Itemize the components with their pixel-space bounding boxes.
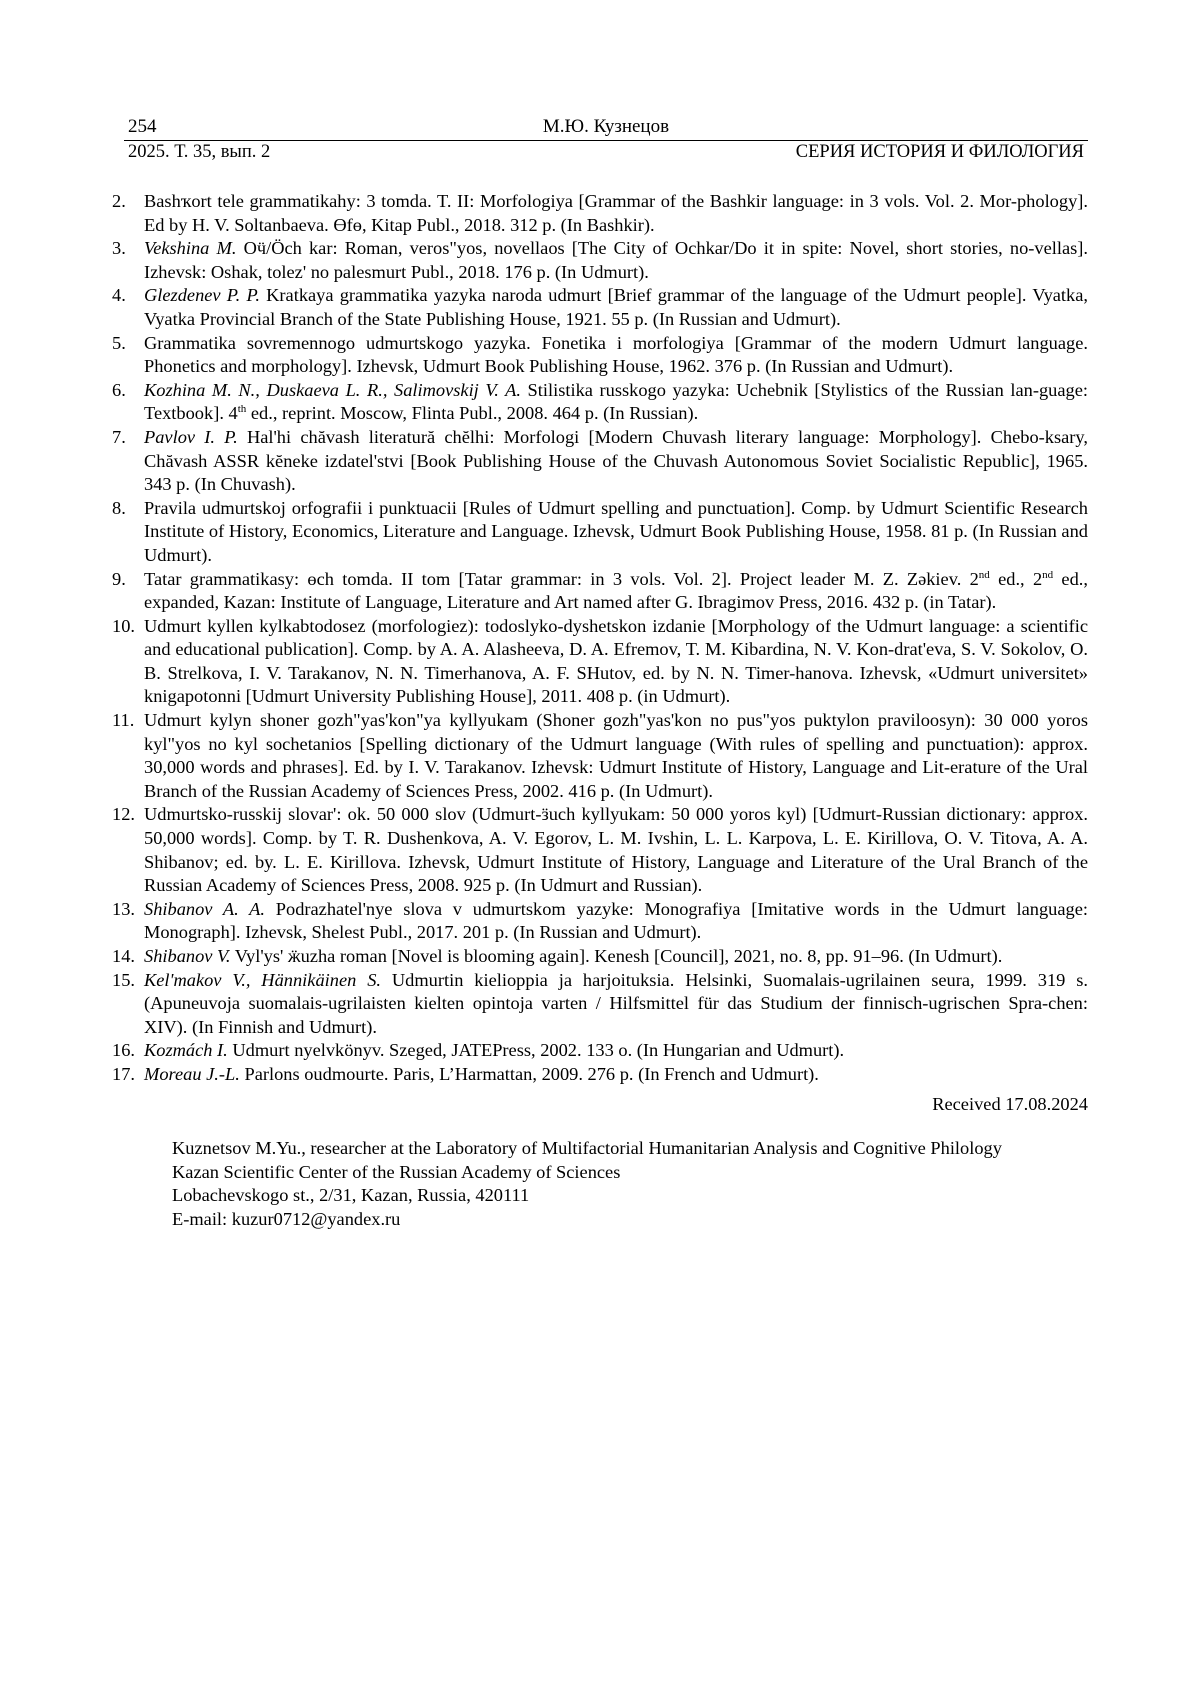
reference-number: 7.: [112, 426, 126, 447]
reference-number: 16.: [112, 1040, 135, 1061]
reference-item: [112, 379, 1088, 426]
reference-text: Tatar grammatikasy: өch tomda. II tom [Tatar grammar: in 3 vols. Vol. 2]. Project leader M. Z. Zәkiev. 2: [144, 568, 979, 589]
header-bottom-row: [124, 141, 1088, 165]
affiliation-email: E-mail: kuzur0712@yandex.ru: [172, 1208, 401, 1229]
header-top-row: [124, 116, 1088, 141]
reference-text: Udmurtin kielioppia ja harjoituksia. Helsinki, Suomalais-ugrilainen seura, 1999. 319 s. (Apuneuvoja suomalais-ugrilaisten kielten opintoja varten / Hilfsmittel für das Studium der finnisch-ugrischen Spra-chen: XIV). (In Finnish and Udmurt).: [144, 969, 1088, 1037]
reference-item: [112, 284, 1088, 331]
reference-item: [112, 426, 1088, 497]
reference-text: Udmurt kylyn shoner gozh"yas'kon"ya kyllyukam (Shoner gozh"yas'kon no pus"yos puktylon praviloosyn): 30 000 yoros kyl"yos no kyl sochetanios [Spelling dictionary of the Udmurt language (With rules of spelling and punctuation): approx. 30,000 words and phrases]. Ed. by I. V. Tarakanov. Izhevsk: Udmurt Institute of History, Language and Lit-erature of the Ural Branch of the Russian Academy of Sciences Press, 2002. 416 p. (In Udmurt).: [144, 710, 1088, 801]
running-author: М.Ю. Кузнецов: [542, 116, 670, 137]
received-date: Received 17.08.2024: [932, 1094, 1088, 1114]
affiliation-name: Kuznetsov M.Yu., researcher at the Laboratory of Multifactorial Humanitarian Analysis and Cognitive Philology: [172, 1138, 1002, 1158]
reference-number: 6.: [112, 379, 126, 400]
reference-author: Moreau J.-L.: [144, 1063, 240, 1084]
superscript: th: [237, 403, 247, 416]
reference-text: Bashҡort tele grammatikahy: 3 tomda. T. II: Morfologiya [Grammar of the Bashkir language: in 3 vols. Vol. 2. Mor-phology]. Ed by H. V. Soltanbaeva. Өfө, Kitap Publ., 2018. 312 p. (In Bashkir).: [144, 191, 1088, 235]
reference-author: Shibanov V.: [144, 946, 231, 966]
reference-author: Kozhina M. N., Duskaeva L. R., Salimovskij V. A.: [144, 379, 521, 400]
reference-text-after: ed., expanded, Kazan: Institute of Language, Literature and Art named after G. Ibragimov Press, 2016. 432 p. (in Tatar).: [144, 568, 1088, 613]
reference-number: 12.: [112, 804, 135, 825]
reference-text: Udmurt nyelvkönyv. Szeged, JATEPress, 2002. 133 o. (In Hungarian and Udmurt).: [232, 1040, 845, 1061]
reference-text: Vyl'ys' ӝuzha roman [Novel is blooming again]. Kenesh [Council], 2021, no. 8, pp. 91–96. (In Udmurt).: [234, 946, 1003, 966]
reference-item: [112, 803, 1088, 897]
reference-item: [112, 568, 1088, 615]
reference-item: [112, 1063, 1088, 1087]
author-affiliation: [172, 1137, 1102, 1231]
reference-author: Kozmách I.: [144, 1040, 228, 1061]
reference-item: [112, 332, 1088, 379]
reference-number: 10.: [112, 615, 135, 636]
reference-text: Grammatika sovremennogo udmurtskogo yazyka. Fonetika i morfologiya [Grammar of the modern Udmurt language. Phonetics and morphology]. Izhevsk, Udmurt Book Publishing House, 1962. 376 p. (In Russian and Udmurt).: [144, 332, 1088, 377]
reference-item: [112, 190, 1088, 237]
reference-number: 5.: [112, 332, 126, 353]
affiliation-institution: Kazan Scientific Center of the Russian Academy of Sciences: [172, 1161, 621, 1182]
reference-author: Kel'makov V., Hännikäinen S.: [144, 969, 381, 990]
superscript: nd: [978, 568, 990, 581]
reference-number: 4.: [112, 285, 126, 306]
reference-number: 2.: [112, 191, 126, 211]
reference-text: Udmurt kyllen kylkabtodosez (morfologiez): todoslyko-dyshetskon izdanie [Morphology of the Udmurt language: a scientific and educational publication]. Comp. by A. A. Alasheeva, D. A. Efremov, T. M. Kibardina, N. V. Kon-drat'eva, S. V. Sokolov, O. B. Strelkova, I. V. Tarakanov, N. N. Timerhanova, A. F. SHutov, ed. by N. N. Timer-hanova. Izhevsk, «Udmurt universitet» knigapotonni [Udmurt University Publishing House], 2011. 408 p. (in Udmurt).: [144, 615, 1088, 707]
reference-item: [112, 497, 1088, 568]
reference-number: 3.: [112, 238, 126, 259]
reference-number: 11.: [112, 710, 135, 731]
reference-text-after: ed., reprint. Moscow, Flinta Publ., 2008. 464 p. (In Russian).: [246, 403, 699, 424]
superscript: nd: [1042, 568, 1054, 581]
affiliation-address: Lobachevskogo st., 2/31, Kazan, Russia, 420111: [172, 1185, 530, 1206]
reference-item: [112, 237, 1088, 284]
running-header: [124, 116, 1088, 165]
page-number: 254: [128, 116, 157, 137]
reference-text: Parlons oudmourte. Paris, L’Harmattan, 2009. 276 p. (In French and Udmurt).: [244, 1063, 819, 1084]
reference-number: 13.: [112, 898, 135, 919]
reference-item: [112, 969, 1088, 1040]
reference-author: Vekshina M.: [144, 238, 237, 259]
reference-number: 8.: [112, 497, 126, 518]
reference-item: [112, 615, 1088, 709]
reference-list: [112, 190, 1088, 1087]
reference-item: [112, 945, 1088, 969]
reference-text: Pravila udmurtskoj orfografii i punktuacii [Rules of Udmurt spelling and punctuation]. Comp. by Udmurt Scientific Research Institute of History, Economics, Literature and Language. Izhevsk, Udmurt Book Publishing House, 1958. 81 p. (In Russian and Udmurt).: [144, 497, 1088, 565]
reference-text: Podrazhatel'nye slova v udmurtskom yazyke: Monografiya [Imitative words in the Udmurt language: Monograph]. Izhevsk, Shelest Publ., 2017. 201 p. (In Russian and Udmurt).: [144, 898, 1089, 943]
reference-author: Shibanov A. A.: [144, 898, 265, 919]
reference-author: Pavlov I. P.: [144, 426, 238, 447]
reference-item: [112, 709, 1088, 803]
reference-text: Udmurtsko-russkij slovar': ok. 50 000 slov (Udmurt-ӟuch kyllyukam: 50 000 yoros kyl) [Udmurt-Russian dictionary: approx. 50,000 words]. Comp. by T. R. Dushenkova, A. V. Egorov, L. M. Ivshin, L. L. Karpova, L. E. Kirillova, O. V. Titova, A. A. Shibanov; ed. by. L. E. Kirillova. Izhevsk, Udmurt Institute of History, Language and Literature of the Ural Branch of the Russian Academy of Sciences Press, 2008. 925 p. (In Udmurt and Russian).: [144, 804, 1088, 896]
reference-number: 14.: [112, 946, 135, 966]
reference-number: 15.: [112, 969, 135, 990]
issue-info: 2025. Т. 35, вып. 2: [128, 142, 271, 162]
series-title: СЕРИЯ ИСТОРИЯ И ФИЛОЛОГИЯ: [795, 142, 1084, 162]
reference-text: Hal'hi chăvash literatură chĕlhi: Morfologi [Modern Chuvash literary language: Morphology]. Chebo-ksary, Chăvash ASSR kĕneke izdatel'stvi [Book Publishing House of the Chuvash Autonomous Soviet Socialistic Republic], 1965. 343 p. (In Chuvash).: [144, 426, 1088, 495]
reference-number: 17.: [112, 1063, 135, 1084]
reference-item: [112, 898, 1088, 945]
reference-text: Stilistika russkogo yazyka: Uchebnik [Stylistics of the Russian lan-guage: Textbook]. 4: [144, 379, 1088, 424]
reference-number: 9.: [112, 568, 126, 589]
reference-item: [112, 1039, 1088, 1063]
reference-text: Oӵ/Öch kar: Roman, veros"yos, novellaos [The City of Ochkar/Do it in spite: Novel, short stories, no-vellas]. Izhevsk: Oshak, tolez' no palesmurt Publ., 2018. 176 p. (In Udmurt).: [144, 238, 1089, 282]
reference-text: Kratkaya grammatika yazyka naroda udmurt [Brief grammar of the language of the Udmurt people]. Vyatka, Vyatka Provincial Branch of the State Publishing House, 1921. 55 p. (In Russian and Udmurt).: [144, 285, 1088, 329]
reference-author: Glezdenev P. P.: [144, 285, 260, 306]
reference-text-mid: ed., 2: [989, 568, 1043, 589]
